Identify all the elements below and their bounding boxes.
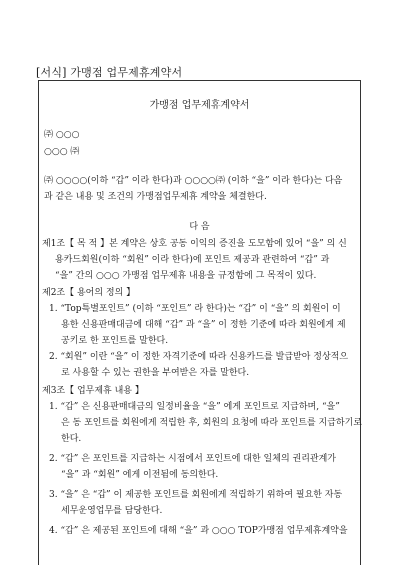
article-2-item-1-line-1: 1. “Top특별포인트” (이하 “포인트” 라 한다)는 “갑” 이 “을” 의 회원이 이 [49,304,341,314]
party-2: ○○○ ㈜ [44,147,80,157]
section-heading: 다 음 [189,222,210,232]
article-3-item-2-line-2: “을” 과 “회원” 에게 이전됨에 동의한다. [61,470,219,480]
article-2-item-2-line-2: 로 사용할 수 있는 권한을 부여받은 자를 말한다. [61,368,250,378]
contract-document [38,80,361,565]
article-1-line-2: 용카드회원(이하 “회원” 이라 한다)에 포인트 제공과 관련하여 “갑” 과 [55,255,330,265]
intro-line-1: ㈜ ○○○○(이하 “갑” 이라 한다)과 ○○○○㈜ (이하 “을” 이라 한다)는 다음 [44,176,343,186]
article-2-title: 제2조【 용어의 정의 】 [42,288,136,298]
article-3-item-3-line-1: 3. “을” 은 “갑” 이 제공한 포인트를 회원에게 적립하기 위하여 필요한 자동 [49,490,343,500]
article-1-line-3: “을” 간의 ○○○ 가맹점 업무제휴 내용을 규정함에 그 목적이 있다. [55,271,317,281]
article-3-item-1-line-3: 한다. [61,434,82,444]
article-3-title: 제3조【 업무제휴 내용 】 [42,386,144,396]
article-2-item-2-line-1: 2. “회원” 이란 “을” 이 정한 자격기준에 따라 신용카드를 발급받아 정상적으 [49,352,349,362]
article-3-item-1-line-2: 은 동 포인트를 회원에게 적립한 후, 회원의 요청에 따라 포인트를 지급하기로 [61,418,362,428]
article-2-item-1-line-3: 공키로 한 포인트를 말한다. [61,336,169,346]
article-2-item-1-line-2: 용한 신용판매대금에 대해 “갑” 과 “을” 이 정한 기준에 따라 회원에게 제 [61,320,346,330]
article-3-item-1-line-1: 1. “갑” 은 신용판매대금의 일정비율을 “을” 에게 포인트로 지급하며, “을” [49,402,340,412]
article-3-item-4-line-1: 4. “갑” 은 제공된 포인트에 대해 “을” 과 ○○○ TOP가맹점 업무제휴계약을 [49,526,348,536]
form-label: [서식] 가맹점 업무제휴계약서 [36,66,183,79]
intro-line-2: 과 같은 내용 및 조건의 가맹점업무제휴 계약을 체결한다. [44,192,267,202]
party-1: ㈜ ○○○ [44,130,80,140]
document-title: 가맹점 업무제휴계약서 [149,100,250,111]
article-1-line-1: 제1조【 목 적 】본 계약은 상호 공동 이익의 증진을 도모함에 있어 “을” 의 신 [42,239,347,249]
article-3-item-3-line-2: 세무운영업무를 담당한다. [61,506,163,516]
article-3-item-2-line-1: 2. “갑” 은 포인트를 지급하는 시점에서 포인트에 대한 일체의 권리관계가 [49,454,336,464]
